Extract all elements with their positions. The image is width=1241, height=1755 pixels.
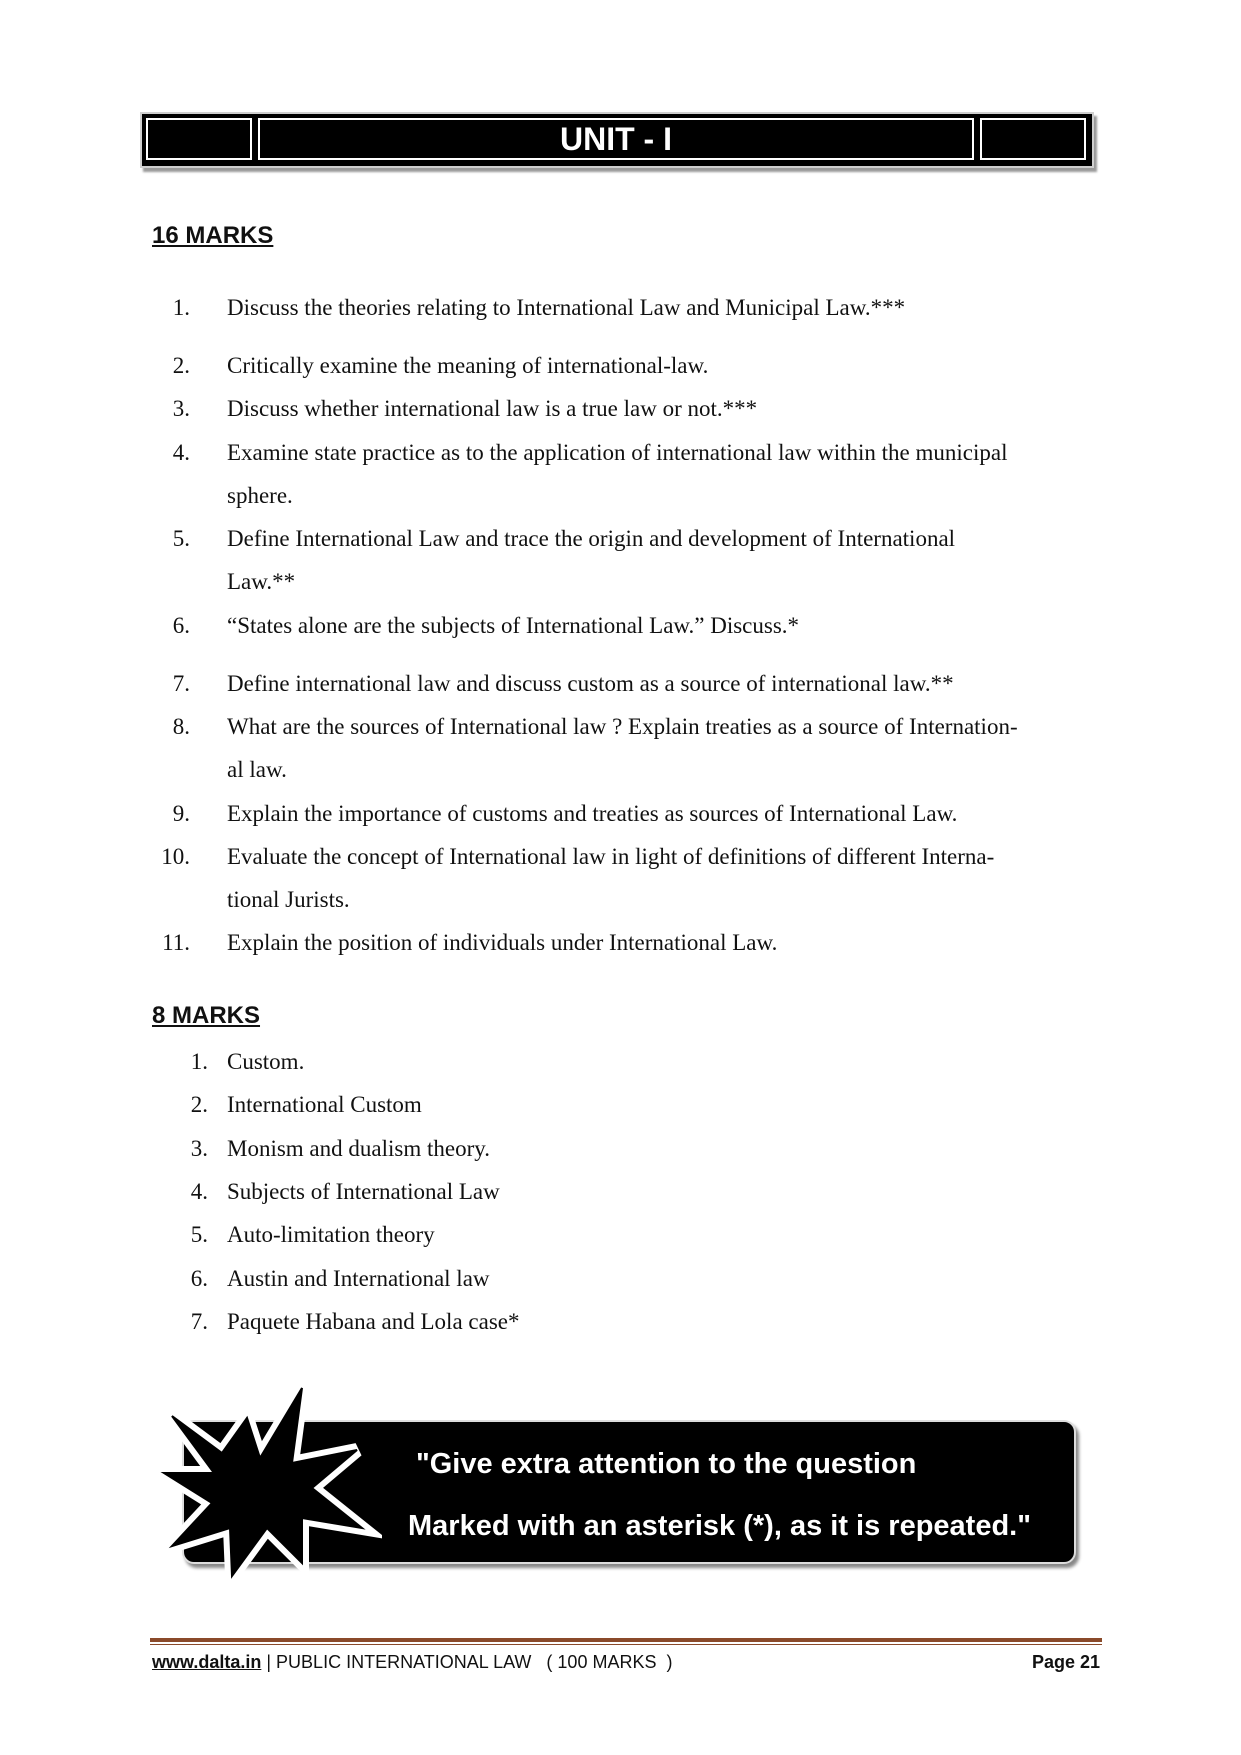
unit-banner: [140, 112, 1094, 168]
footer-separator: |: [261, 1652, 277, 1672]
banner-left-segment: [146, 118, 252, 160]
footer-title: PUBLIC INTERNATIONAL LAW ( 100 MARKS ): [276, 1652, 673, 1672]
attention-callout: [170, 1400, 1080, 1570]
page-number: Page 21: [1031, 1652, 1100, 1672]
footer-rule: [150, 1638, 1102, 1642]
page-footer: [152, 1652, 1102, 1673]
footer-site-link[interactable]: www.dalta.in: [152, 1652, 262, 1672]
unit-title: UNIT - I: [560, 121, 672, 157]
callout-line-2: Marked with an asterisk (*), as it is repeated.": [408, 1510, 1031, 1542]
section-heading-16-marks: 16 MARKS: [152, 222, 274, 249]
section-heading-8-marks: 8 MARKS: [152, 1002, 261, 1029]
callout-line-1: "Give extra attention to the question: [416, 1448, 917, 1480]
banner-right-segment: [980, 118, 1086, 160]
starburst-icon: [152, 1378, 382, 1588]
footer-rule-thin: [150, 1644, 1102, 1645]
